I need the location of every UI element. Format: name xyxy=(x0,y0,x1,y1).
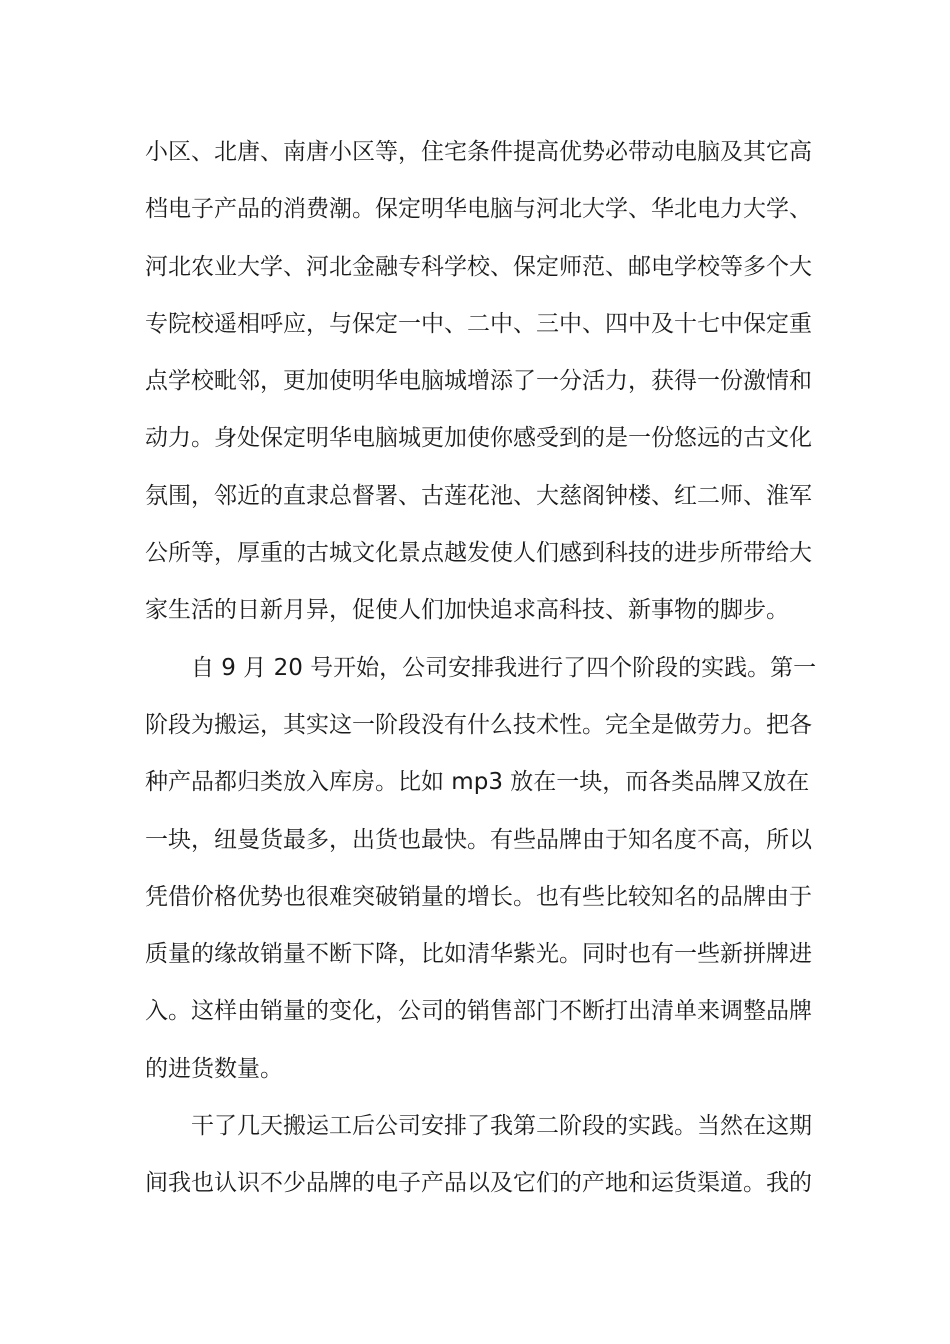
text-line: 点学校毗邻，更加使明华电脑城增添了一分活力，获得一份激情和 xyxy=(145,368,812,395)
document-body xyxy=(145,124,817,1213)
text-line: 质量的缘故销量不断下降，比如清华紫光。同时也有一些新拼牌进 xyxy=(145,941,812,968)
text-line: 凭借价格优势也很难突破销量的增长。也有些比较知名的品牌由于 xyxy=(145,883,812,910)
text-line: 河北农业大学、河北金融专科学校、保定师范、邮电学校等多个大 xyxy=(145,253,812,280)
text-line: 入。这样由销量的变化，公司的销售部门不断打出清单来调整品牌 xyxy=(145,998,812,1025)
text-line: 间我也认识不少品牌的电子产品以及它们的产地和运货渠道。我的 xyxy=(145,1170,812,1197)
paragraph-1 xyxy=(145,124,810,640)
text-line: 氛围，邻近的直隶总督署、古莲花池、大慈阁钟楼、红二师、淮军 xyxy=(145,482,812,509)
text-line: 自 9 月 20 号开始，公司安排我进行了四个阶段的实践。第一 xyxy=(191,654,817,681)
text-line: 干了几天搬运工后公司安排了我第二阶段的实践。当然在这期 xyxy=(191,1113,812,1140)
paragraph-3 xyxy=(145,1098,810,1213)
text-line: 家生活的日新月异，促使人们加快追求高科技、新事物的脚步。 xyxy=(145,597,789,624)
text-line: 专院校遥相呼应，与保定一中、二中、三中、四中及十七中保定重 xyxy=(145,310,812,337)
text-line: 动力。身处保定明华电脑城更加使你感受到的是一份悠远的古文化 xyxy=(145,425,812,452)
text-line: 小区、北唐、南唐小区等，住宅条件提高优势必带动电脑及其它高 xyxy=(145,139,812,165)
text-line: 一块，纽曼货最多，出货也最快。有些品牌由于知名度不高，所以 xyxy=(145,826,812,853)
paragraph-2 xyxy=(145,640,817,1098)
text-line: 阶段为搬运，其实这一阶段没有什么技术性。完全是做劳力。把各 xyxy=(145,711,812,738)
text-line: 种产品都归类放入库房。比如 mp3 放在一块，而各类品牌又放在 xyxy=(145,769,810,796)
text-line: 的进货数量。 xyxy=(145,1055,283,1082)
text-line: 档电子产品的消费潮。保定明华电脑与河北大学、华北电力大学、 xyxy=(145,196,812,223)
text-line: 公所等，厚重的古城文化景点越发使人们感到科技的进步所带给大 xyxy=(145,540,812,567)
